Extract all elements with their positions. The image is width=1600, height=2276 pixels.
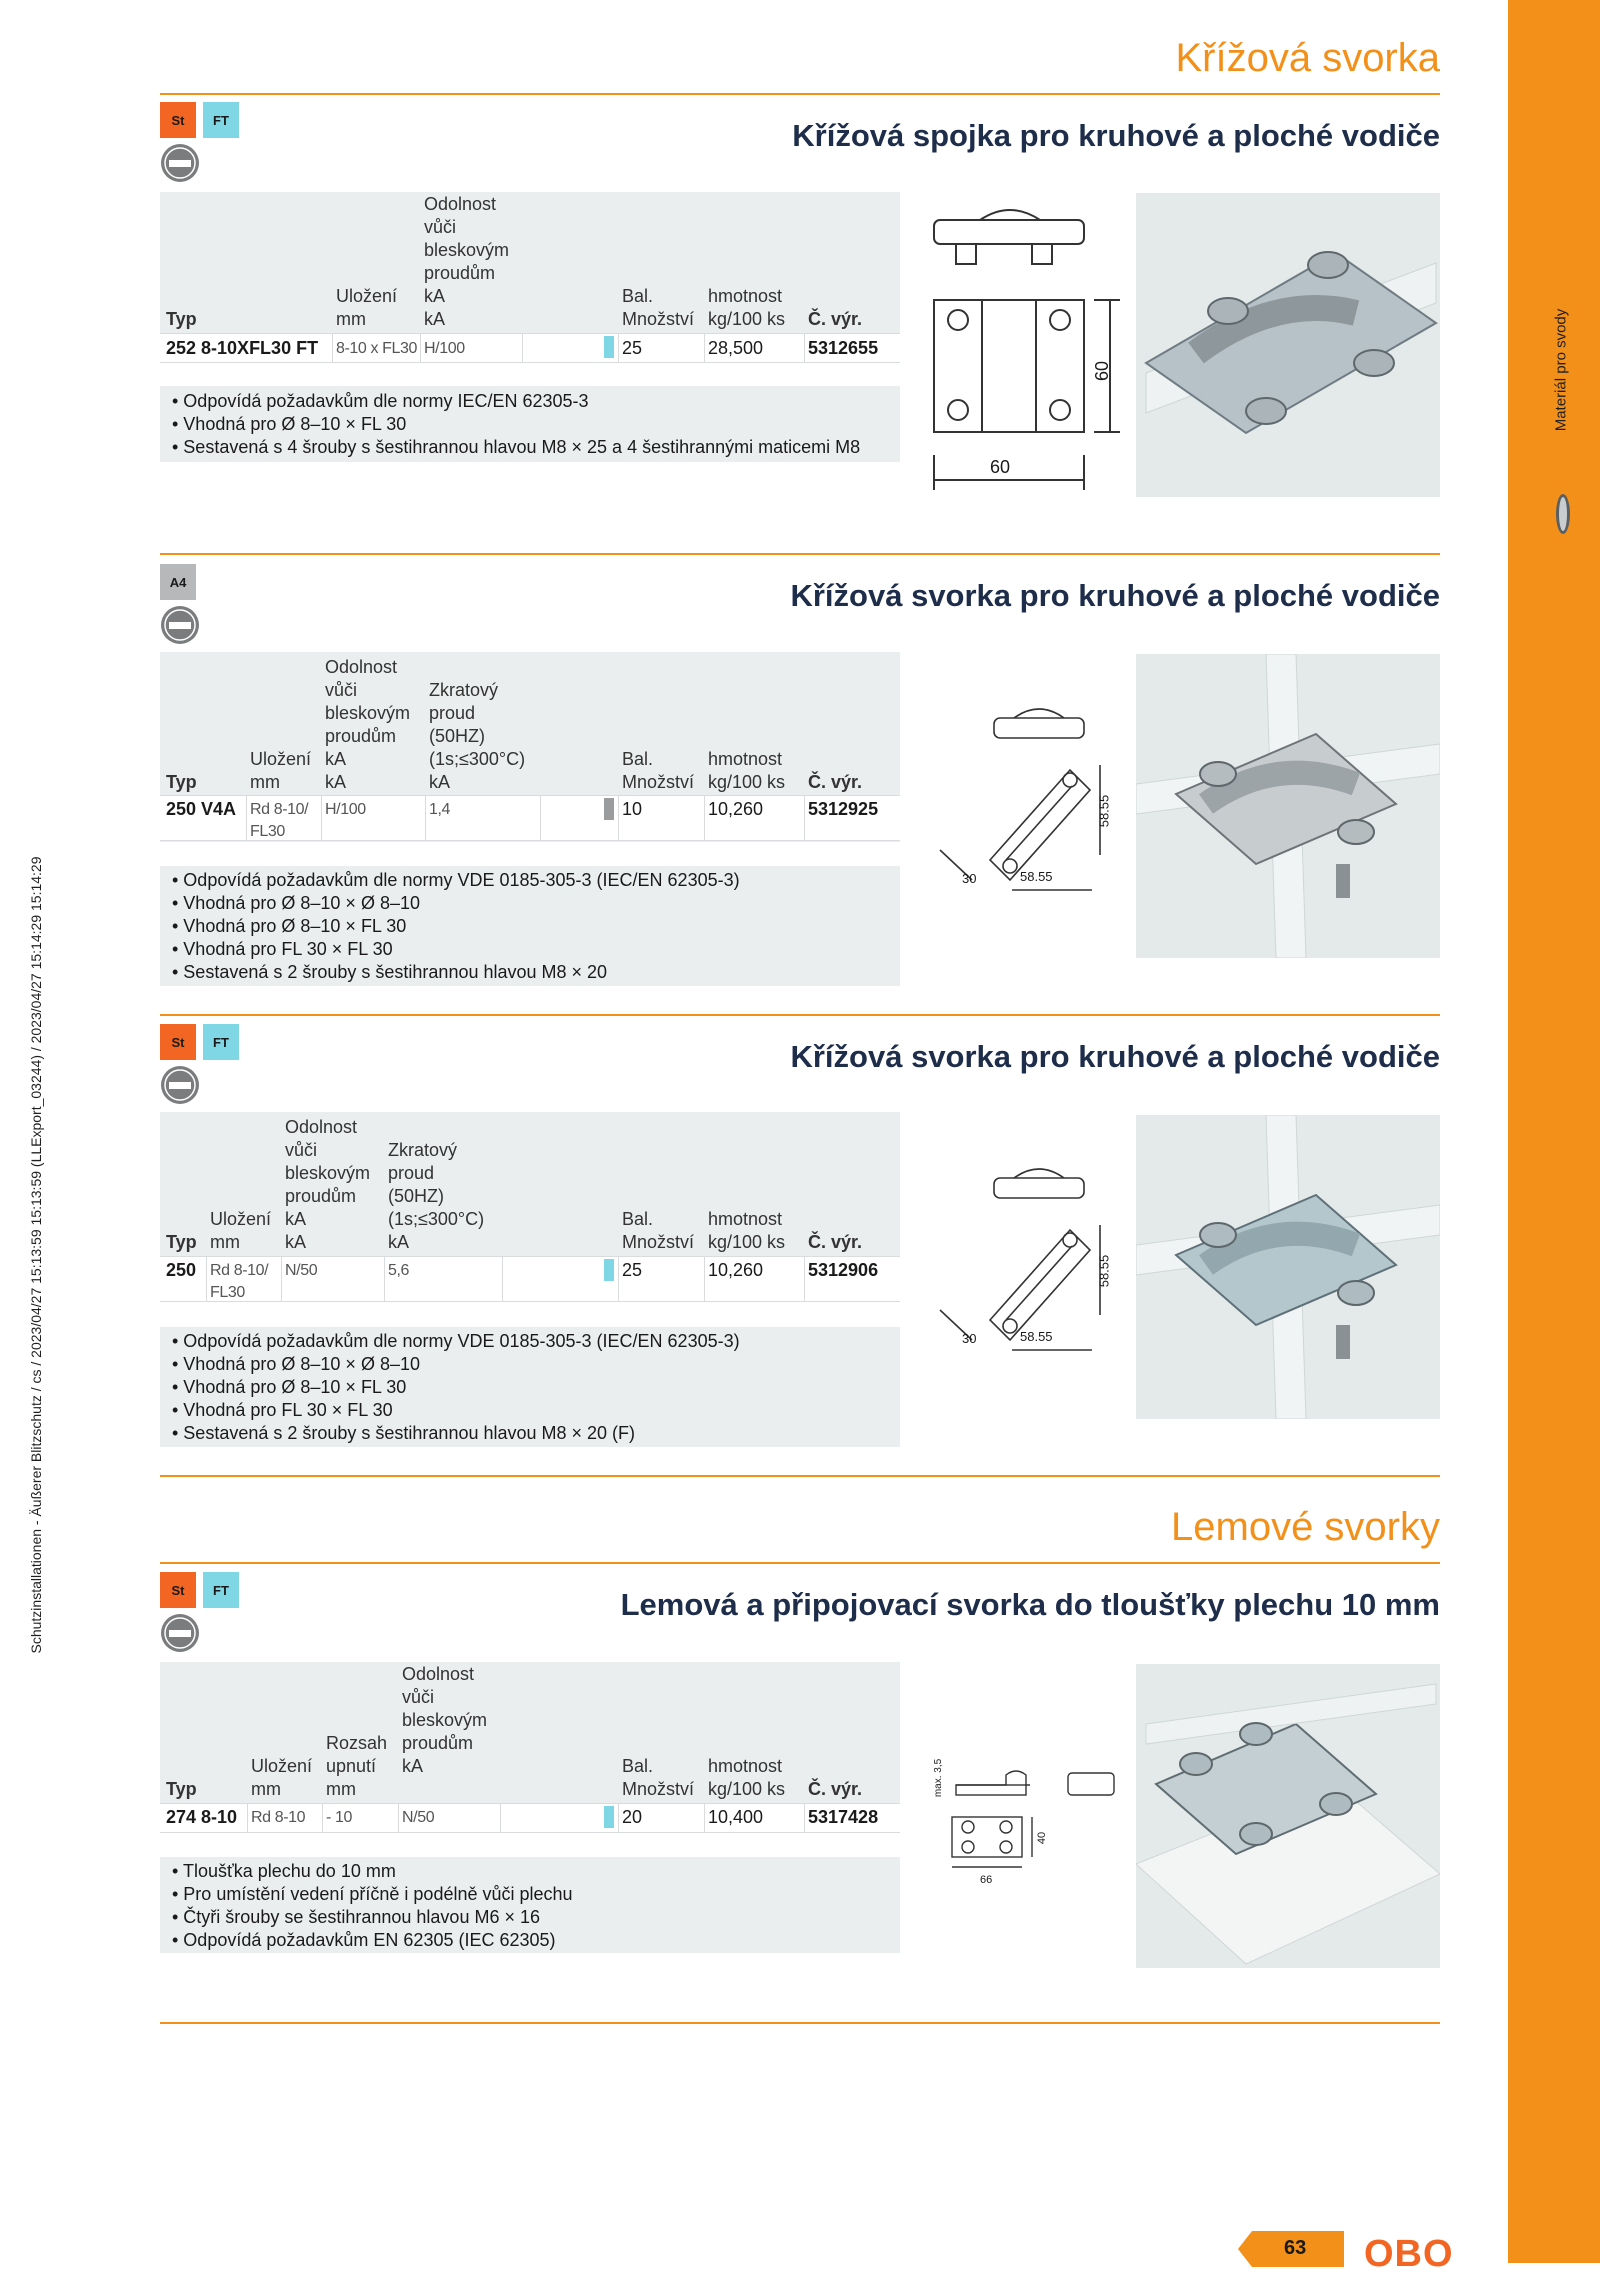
note-item: • Sestavená s 4 šrouby s šestihrannou hlavou M8 × 25 a 4 šestihrannými maticemi M8 (172, 437, 861, 457)
col-header-cislo: Č. výr. (808, 772, 863, 792)
material-badge-st: St (160, 102, 196, 138)
cell-zkrat: 5,6 (388, 1262, 410, 1279)
material-badge-st: St (160, 1024, 196, 1060)
col-header-typ: Typ (166, 772, 197, 792)
col-header-bal: Bal. Množství (622, 286, 695, 329)
col-header-cislo: Č. výr. (808, 1779, 863, 1799)
cell-odolnost: N/50 (402, 1809, 435, 1826)
cell-cislo[interactable]: 5312906 (808, 1260, 879, 1280)
technical-drawing (920, 1745, 1120, 1885)
note-item: • Vhodná pro FL 30 × FL 30 (172, 939, 393, 959)
feature-notes (160, 1327, 900, 1447)
cell-typ: 274 8-10 (166, 1807, 238, 1827)
cell-bal: 25 (622, 1260, 643, 1280)
dim-label: 66 (980, 1874, 993, 1886)
section-rule (160, 93, 1440, 95)
technical-drawing (920, 690, 1120, 920)
col-header-typ: Typ (166, 1779, 197, 1799)
col-header-zkrat: Zkratový proud (50HZ) (1s;≤300°C) kA (388, 1140, 485, 1252)
col-header-odolnost: Odolnost vůči bleskovým proudům kA (402, 1664, 488, 1776)
cell-cislo[interactable]: 5317428 (808, 1807, 879, 1827)
section-rule (160, 1562, 1440, 1564)
product-title: Lemová a připojovací svorka do tloušťky plechu 10 mm (620, 1587, 1440, 1622)
section-title: Křížová svorka (1175, 36, 1440, 80)
cell-bal: 10 (622, 799, 643, 819)
note-item: • Odpovídá požadavkům dle normy IEC/EN 62305-3 (172, 391, 589, 411)
note-item: • Sestavená s 2 šrouby s šestihrannou hlavou M8 × 20 (172, 962, 608, 982)
material-badge-a4: A4 (160, 564, 196, 600)
col-header-odolnost: Odolnost vůči bleskovým proudům kA kA (325, 657, 411, 792)
note-item: • Vhodná pro Ø 8–10 × FL 30 (172, 916, 407, 936)
page-number (1238, 2231, 1344, 2267)
material-badge-ft: FT (203, 1024, 239, 1060)
cell-typ: 250 V4A (166, 799, 237, 819)
cell-hmotnost: 10,260 (708, 1260, 764, 1280)
note-item: • Vhodná pro Ø 8–10 × Ø 8–10 (172, 893, 420, 913)
cell-ulozeni: Rd 8-10/ FL30 (210, 1262, 269, 1301)
section-rule (160, 2022, 1440, 2024)
material-mark (604, 798, 614, 820)
col-header-hmotnost: hmotnost kg/100 ks (708, 1209, 786, 1252)
material-badge-st: St (160, 1572, 196, 1608)
dim-label: 60 (990, 457, 1011, 477)
page-number-text: 63 (1284, 2237, 1307, 2259)
material-badge-ft: FT (203, 1572, 239, 1608)
note-item: • Odpovídá požadavkům EN 62305 (IEC 62305) (172, 1930, 556, 1950)
col-header-hmotnost: hmotnost kg/100 ks (708, 286, 786, 329)
obo-logo: OBO (1364, 2233, 1454, 2275)
cell-odolnost: N/50 (285, 1262, 318, 1279)
cell-ulozeni: Rd 8-10 (251, 1809, 306, 1826)
dim-label: max. 3,5 (933, 1758, 945, 1798)
product-title: Křížová svorka pro kruhové a ploché vodiče (790, 1039, 1440, 1074)
tested-seal-icon (160, 1613, 200, 1653)
material-mark (604, 1259, 614, 1281)
col-header-odolnost: Odolnost vůči bleskovým proudům kA kA (424, 194, 510, 329)
col-header-bal: Bal. Množství (622, 1209, 695, 1252)
col-header-hmotnost: hmotnost kg/100 ks (708, 1756, 786, 1799)
cell-hmotnost: 10,400 (708, 1807, 764, 1827)
cell-typ: 250 (166, 1260, 197, 1280)
col-header-cislo: Č. výr. (808, 1232, 863, 1252)
product-photo (1136, 193, 1440, 497)
cell-odolnost: H/100 (424, 340, 465, 357)
product-title: Křížová svorka pro kruhové a ploché vodiče (790, 578, 1440, 613)
note-item: • Pro umístění vedení příčně i podélně vůči plechu (172, 1884, 573, 1904)
product-photo (1136, 1664, 1440, 1968)
feature-notes (160, 1857, 900, 1953)
col-header-ulozeni: Uložení mm (336, 286, 398, 329)
col-header-typ: Typ (166, 309, 197, 329)
dim-label: 58.55 (1020, 1329, 1053, 1344)
col-header-ulozeni: Uložení mm (210, 1209, 272, 1252)
col-header-hmotnost: hmotnost kg/100 ks (708, 749, 786, 792)
table-row (160, 1256, 900, 1302)
product-title: Křížová spojka pro kruhové a ploché vodiče (792, 118, 1440, 153)
cell-bal: 25 (622, 338, 643, 358)
tested-seal-icon (160, 143, 200, 183)
note-item: • Odpovídá požadavkům dle normy VDE 0185-305-3 (IEC/EN 62305-3) (172, 1331, 740, 1351)
cell-hmotnost: 10,260 (708, 799, 764, 819)
note-item: • Vhodná pro Ø 8–10 × FL 30 (172, 1377, 407, 1397)
product-photo (1136, 654, 1440, 958)
col-header-bal: Bal. Množství (622, 749, 695, 792)
product-photo (1136, 1115, 1440, 1419)
cell-hmotnost: 28,500 (708, 338, 764, 358)
note-item: • Sestavená s 2 šrouby s šestihrannou hlavou M8 × 20 (F) (172, 1423, 636, 1443)
dim-label: 60 (1092, 360, 1113, 382)
cell-odolnost: H/100 (325, 801, 366, 818)
note-item: • Vhodná pro FL 30 × FL 30 (172, 1400, 393, 1420)
dim-label: 30 (962, 1331, 977, 1346)
dim-label: 58.55 (1096, 1254, 1112, 1288)
note-item: • Tloušťka plechu do 10 mm (172, 1861, 396, 1881)
material-badge-ft: FT (203, 102, 239, 138)
sidebar-thumbnail (1552, 490, 1574, 538)
note-item: • Vhodná pro Ø 8–10 × Ø 8–10 (172, 1354, 420, 1374)
col-header-typ: Typ (166, 1232, 197, 1252)
print-info: Schutzinstallationen - Äußerer Blitzschutz / cs / 2023/04/27 15:13:59 15:13:59 (LLExport_03244) / 2023/04/27 15:14:29 15:14:29 (28, 856, 44, 1654)
tested-seal-icon (160, 605, 200, 645)
col-header-rozsah: Rozsah upnutí mm (326, 1733, 388, 1799)
technical-drawing (920, 1150, 1120, 1380)
cell-cislo[interactable]: 5312925 (808, 799, 879, 819)
cell-rozsah: - 10 (326, 1809, 352, 1826)
note-item: • Odpovídá požadavkům dle normy VDE 0185-305-3 (IEC/EN 62305-3) (172, 870, 740, 890)
section-rule (160, 553, 1440, 555)
cell-cislo[interactable]: 5312655 (808, 338, 879, 358)
cell-ulozeni: Rd 8-10/ FL30 (250, 801, 309, 840)
note-item: • Vhodná pro Ø 8–10 × FL 30 (172, 414, 407, 434)
material-mark (604, 1806, 614, 1828)
col-header-ulozeni: Uložení mm (251, 1756, 313, 1799)
col-header-odolnost: Odolnost vůči bleskovým proudům kA kA (285, 1117, 371, 1252)
dim-label: 30 (962, 871, 977, 886)
technical-drawing (920, 200, 1120, 490)
cell-zkrat: 1,4 (429, 801, 451, 818)
feature-notes (160, 386, 900, 462)
section-rule (160, 1014, 1440, 1016)
cell-bal: 20 (622, 1807, 643, 1827)
section-rule (160, 1475, 1440, 1477)
dim-label: 58.55 (1020, 869, 1053, 884)
note-item: • Čtyři šrouby se šestihrannou hlavou M6 × 16 (172, 1907, 540, 1927)
section-title: Lemové svorky (1171, 1505, 1440, 1549)
col-header-ulozeni: Uložení mm (250, 749, 312, 792)
dim-label: 40 (1036, 1831, 1049, 1845)
sidebar-label: Materiál pro svody (1552, 308, 1570, 432)
col-header-cislo: Č. výr. (808, 309, 863, 329)
col-header-bal: Bal. Množství (622, 1756, 695, 1799)
tested-seal-icon (160, 1065, 200, 1105)
col-header-zkrat: Zkratový proud (50HZ) (1s;≤300°C) kA (429, 680, 526, 792)
cell-typ: 252 8-10XFL30 FT (166, 338, 319, 358)
cell-ulozeni: 8-10 x FL30 (336, 340, 417, 357)
feature-notes (160, 866, 900, 986)
material-mark (604, 336, 614, 358)
dim-label: 58.55 (1096, 794, 1112, 828)
